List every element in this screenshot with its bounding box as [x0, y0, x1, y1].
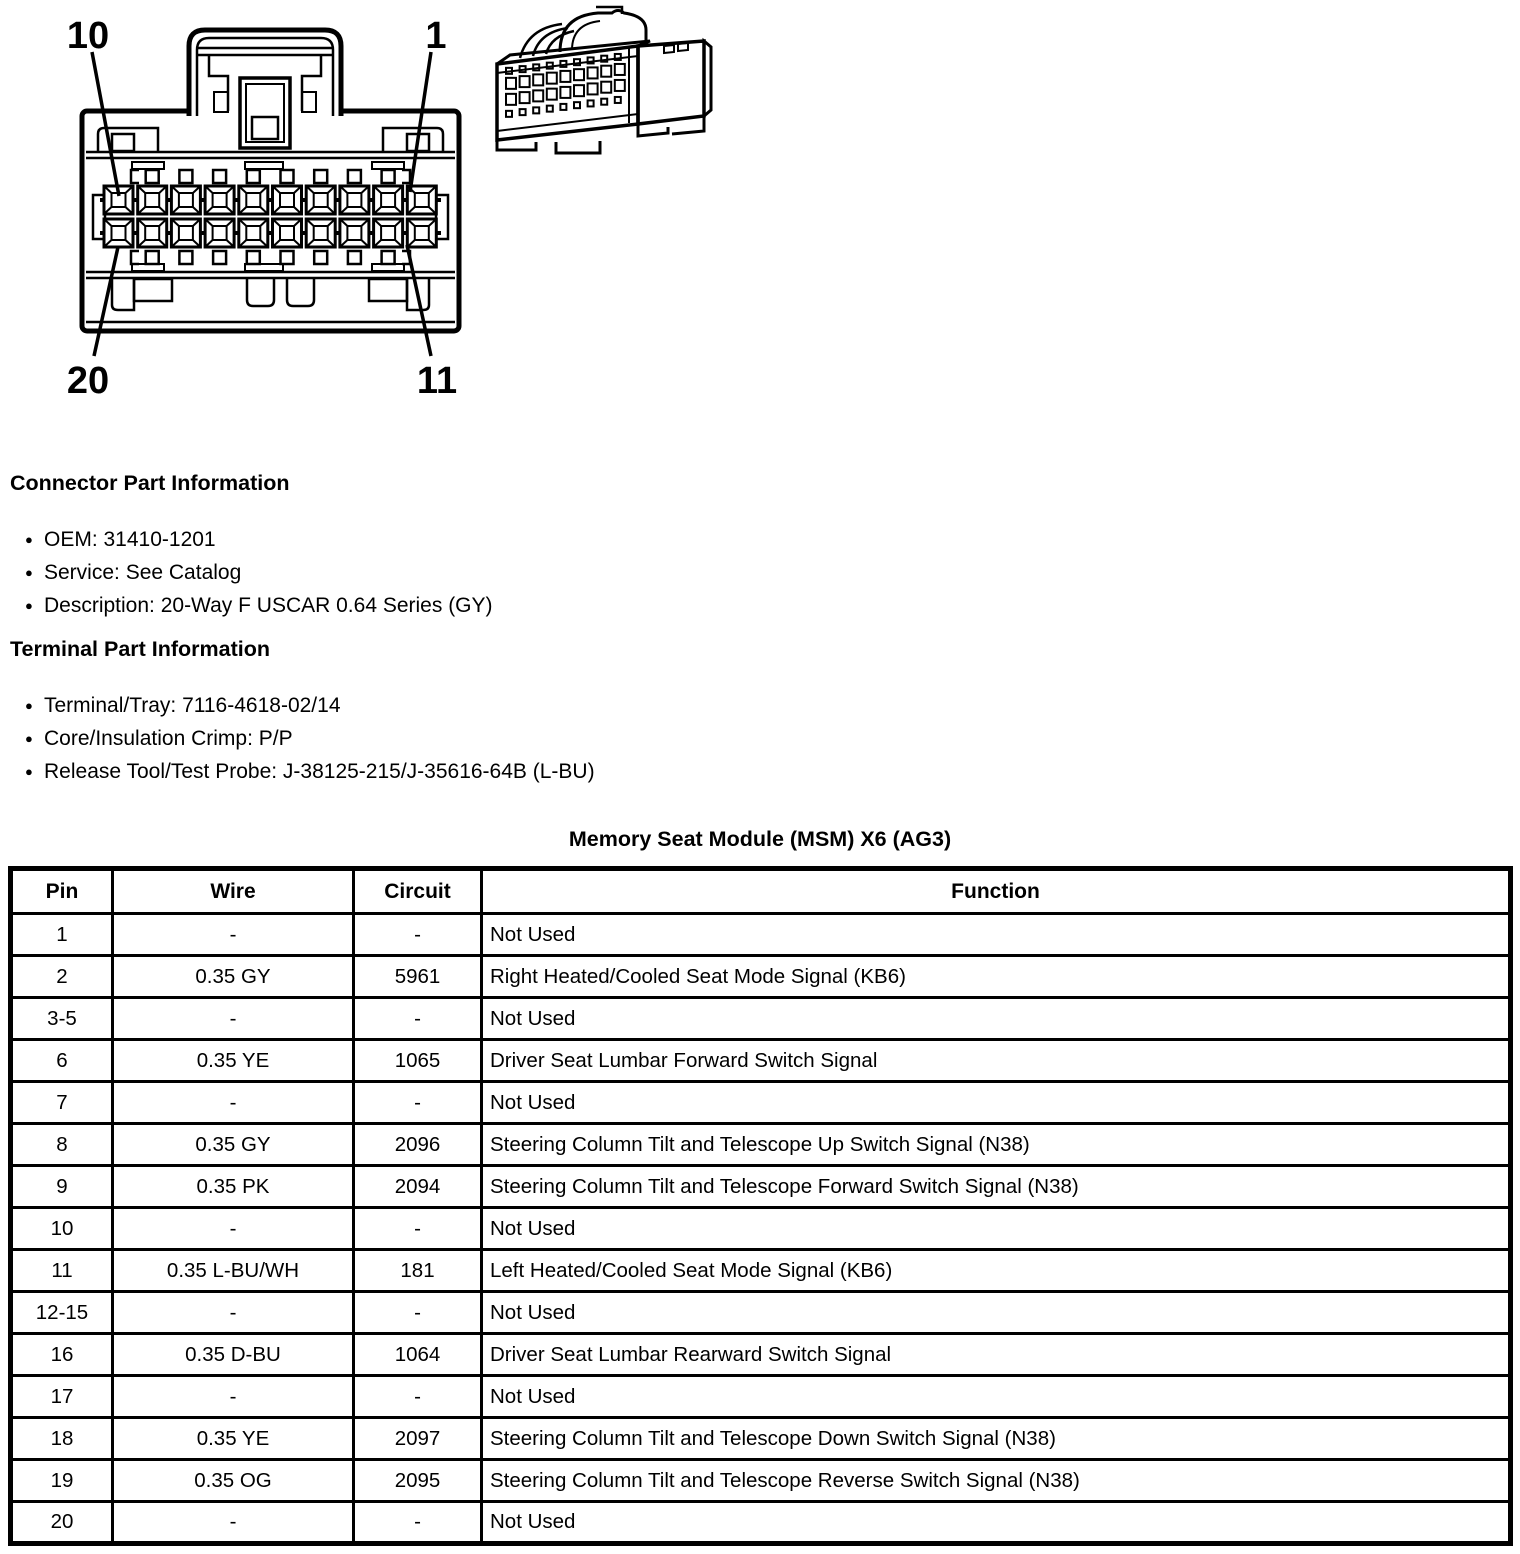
part-information-block — [10, 470, 910, 788]
function-cell: Steering Column Tilt and Telescope Up Switch Signal (N38) — [482, 1124, 1511, 1166]
circuit-cell: - — [354, 1082, 482, 1124]
pin-cell: 10 — [11, 1208, 113, 1250]
circuit-cell: - — [354, 998, 482, 1040]
table-row — [11, 1418, 1511, 1460]
pin-cell: 1 — [11, 914, 113, 956]
wire-cell: - — [113, 1376, 354, 1418]
pin-cell: 20 — [11, 1502, 113, 1544]
function-column-header: Function — [482, 869, 1511, 914]
wire-cell: - — [113, 1292, 354, 1334]
pin-11-label: 11 — [416, 360, 458, 402]
wire-cell: - — [113, 914, 354, 956]
function-cell: Steering Column Tilt and Telescope Down Switch Signal (N38) — [482, 1418, 1511, 1460]
function-cell: Right Heated/Cooled Seat Mode Signal (KB6) — [482, 956, 1511, 998]
function-cell: Not Used — [482, 1502, 1511, 1544]
table-row — [11, 1124, 1511, 1166]
connector-info-list — [10, 523, 910, 622]
function-cell: Not Used — [482, 1292, 1511, 1334]
connector-info-heading: Connector Part Information — [10, 471, 290, 495]
table-row — [11, 956, 1511, 998]
list-item-text: Core/Insulation Crimp: P/P — [44, 727, 293, 750]
table-row — [11, 1292, 1511, 1334]
pin-cell: 9 — [11, 1166, 113, 1208]
terminal-info-list — [10, 689, 910, 788]
list-item — [10, 722, 910, 755]
pin-cell: 18 — [11, 1418, 113, 1460]
function-cell: Driver Seat Lumbar Forward Switch Signal — [482, 1040, 1511, 1082]
index-holes — [146, 170, 395, 264]
pin-cell: 2 — [11, 956, 113, 998]
circuit-cell: 2097 — [354, 1418, 482, 1460]
table-row — [11, 1502, 1511, 1544]
circuit-cell: 181 — [354, 1250, 482, 1292]
wire-cell: 0.35 GY — [113, 956, 354, 998]
wire-cell: - — [113, 1502, 354, 1544]
wire-cell: - — [113, 1082, 354, 1124]
pin-cell: 11 — [11, 1250, 113, 1292]
table-row — [11, 1040, 1511, 1082]
list-item — [10, 523, 910, 556]
connector-figure — [0, 0, 1520, 430]
terminal-info-heading: Terminal Part Information — [10, 637, 271, 661]
function-cell: Not Used — [482, 1376, 1511, 1418]
bullet-icon: ● — [25, 698, 33, 713]
function-cell: Driver Seat Lumbar Rearward Switch Signal — [482, 1334, 1511, 1376]
list-item — [10, 589, 910, 622]
pin-cell: 6 — [11, 1040, 113, 1082]
pin-cell: 12-15 — [11, 1292, 113, 1334]
bullet-icon: ● — [25, 598, 33, 613]
pin-column-header: Pin — [11, 869, 113, 914]
list-item-text: Service: See Catalog — [44, 561, 242, 584]
list-item-text: Description: 20-Way F USCAR 0.64 Series (GY) — [44, 594, 493, 617]
circuit-cell: - — [354, 1502, 482, 1544]
wire-cell: - — [113, 998, 354, 1040]
pin-cell: 16 — [11, 1334, 113, 1376]
wire-cell: 0.35 OG — [113, 1460, 354, 1502]
connector-face-view — [82, 30, 459, 331]
table-row — [11, 1082, 1511, 1124]
circuit-cell: 2094 — [354, 1166, 482, 1208]
circuit-column-header: Circuit — [354, 869, 482, 914]
function-cell: Left Heated/Cooled Seat Mode Signal (KB6) — [482, 1250, 1511, 1292]
table-row — [11, 1334, 1511, 1376]
circuit-cell: 1064 — [354, 1334, 482, 1376]
function-cell: Not Used — [482, 998, 1511, 1040]
circuit-cell: - — [354, 1208, 482, 1250]
list-item-text: OEM: 31410-1201 — [44, 528, 216, 551]
wire-column-header: Wire — [113, 869, 354, 914]
list-item — [10, 556, 910, 589]
wire-cell: - — [113, 1208, 354, 1250]
bullet-icon: ● — [25, 764, 33, 779]
list-item — [10, 689, 910, 722]
function-cell: Steering Column Tilt and Telescope Forward Switch Signal (N38) — [482, 1166, 1511, 1208]
table-row — [11, 1460, 1511, 1502]
wire-cell: 0.35 YE — [113, 1418, 354, 1460]
list-item-text: Terminal/Tray: 7116-4618-02/14 — [44, 694, 341, 717]
circuit-cell: - — [354, 1376, 482, 1418]
pinout-table — [8, 866, 1513, 1546]
pin-1-label: 1 — [425, 15, 447, 57]
terminal-grid-3d — [506, 54, 625, 117]
table-row — [11, 914, 1511, 956]
function-cell: Not Used — [482, 1208, 1511, 1250]
pin-10-label: 10 — [66, 15, 110, 57]
pin-cell: 17 — [11, 1376, 113, 1418]
pin-cell: 3-5 — [11, 998, 113, 1040]
pin-20-label: 20 — [66, 360, 110, 402]
table-row — [11, 1208, 1511, 1250]
table-row — [11, 998, 1511, 1040]
circuit-cell: 5961 — [354, 956, 482, 998]
function-cell: Steering Column Tilt and Telescope Reverse Switch Signal (N38) — [482, 1460, 1511, 1502]
pin-cell: 19 — [11, 1460, 113, 1502]
list-item — [10, 755, 910, 788]
pin-cell: 7 — [11, 1082, 113, 1124]
terminal-cavities — [104, 186, 436, 247]
table-row — [11, 1376, 1511, 1418]
bullet-icon: ● — [25, 532, 33, 547]
circuit-cell: 2096 — [354, 1124, 482, 1166]
list-item-text: Release Tool/Test Probe: J-38125-215/J-35616-64B (L-BU) — [44, 760, 595, 783]
function-cell: Not Used — [482, 1082, 1511, 1124]
function-cell: Not Used — [482, 914, 1511, 956]
wire-cell: 0.35 YE — [113, 1040, 354, 1082]
circuit-cell: - — [354, 914, 482, 956]
circuit-cell: 1065 — [354, 1040, 482, 1082]
circuit-cell: 2095 — [354, 1460, 482, 1502]
table-row — [11, 1250, 1511, 1292]
wire-cell: 0.35 L-BU/WH — [113, 1250, 354, 1292]
pinout-table-body — [11, 914, 1511, 1544]
bullet-icon: ● — [25, 731, 33, 746]
table-title: Memory Seat Module (MSM) X6 (AG3) — [568, 827, 952, 851]
wire-cell: 0.35 GY — [113, 1124, 354, 1166]
bullet-icon: ● — [25, 565, 33, 580]
pin-cell: 8 — [11, 1124, 113, 1166]
wire-cell: 0.35 D-BU — [113, 1334, 354, 1376]
table-header-row — [11, 869, 1511, 914]
table-row — [11, 1166, 1511, 1208]
wire-cell: 0.35 PK — [113, 1166, 354, 1208]
circuit-cell: - — [354, 1292, 482, 1334]
